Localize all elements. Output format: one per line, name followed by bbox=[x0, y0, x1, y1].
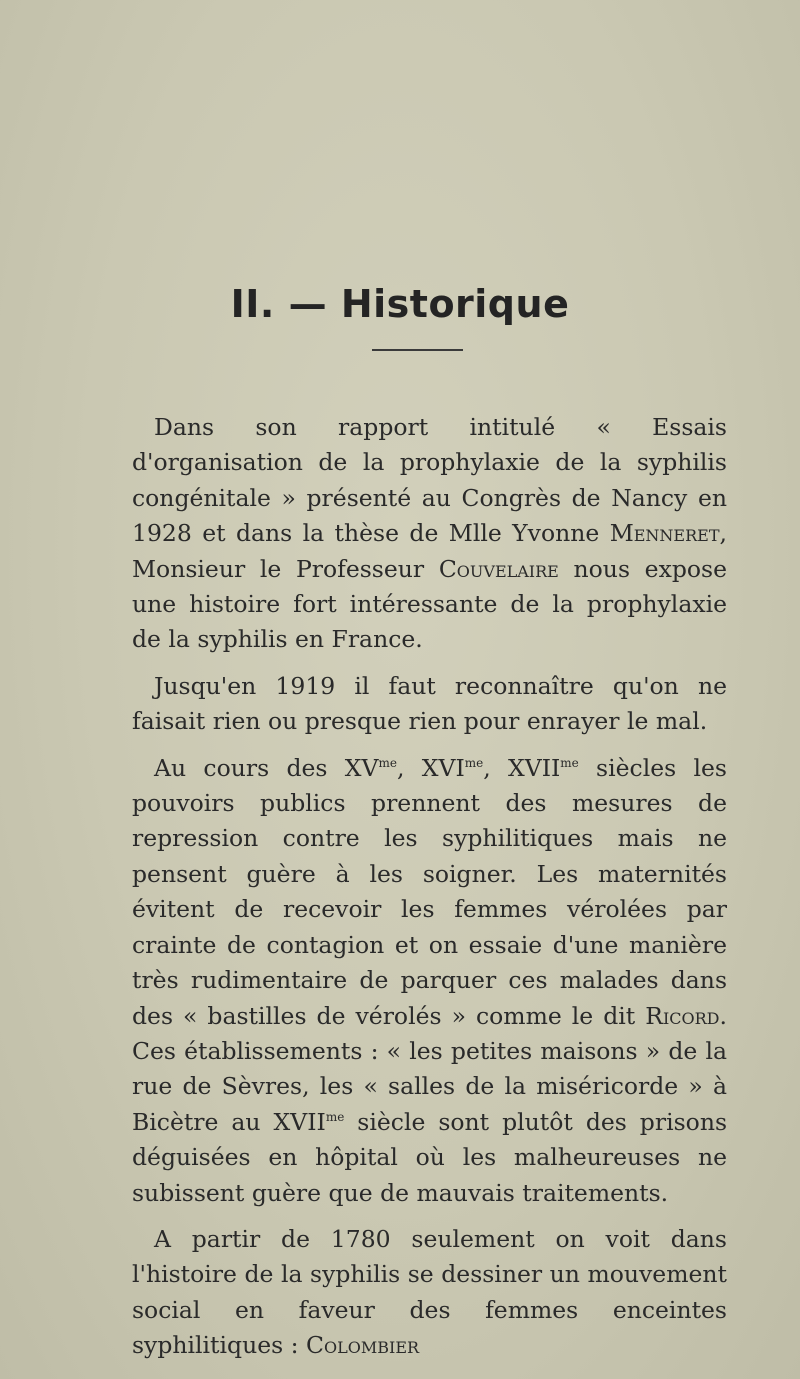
text-run: Dans son rapport intitulé « Essais d'organisation de la prophylaxie de la syphilis congénitale » présenté au Congrès de Nancy en 1928 et dans la thèse de Mlle Yvonne bbox=[132, 413, 727, 548]
section-heading: II. — Historique bbox=[230, 282, 570, 326]
text-run: . Ces établissements : « les petites maisons » de la rue de Sèvres, les « salles de la miséricorde » à Bicètre au XVII bbox=[132, 1001, 727, 1136]
ordinal-superscript: me bbox=[560, 755, 579, 770]
paragraph bbox=[132, 669, 727, 740]
paragraph bbox=[132, 410, 727, 658]
text-run: nous expose une histoire fort intéressante de la prophylaxie de la syphilis en France. bbox=[132, 554, 727, 654]
author-name: Colombier bbox=[306, 1331, 420, 1360]
author-name: Couvelaire bbox=[438, 554, 559, 583]
heading-rule bbox=[372, 349, 463, 351]
body-text bbox=[132, 410, 727, 1364]
paragraph bbox=[132, 1222, 727, 1364]
ordinal-superscript: me bbox=[325, 1109, 345, 1124]
text-run: Jusqu'en 1919 il faut reconnaître qu'on ne faisait rien ou presque rien pour enrayer le mal. bbox=[132, 671, 727, 736]
author-name: Ricord bbox=[645, 1001, 720, 1030]
ordinal-superscript: me bbox=[464, 755, 484, 770]
text-run: , XVII bbox=[483, 753, 561, 782]
ordinal-superscript: me bbox=[378, 755, 397, 770]
text-run: , Monsieur le Professeur bbox=[132, 519, 727, 583]
text-run: siècle sont plutôt des prisons déguisées en hôpital où les malheureuses ne subissent guère que de mauvais traitements. bbox=[132, 1107, 728, 1207]
paragraph bbox=[132, 751, 727, 1211]
text-run: A partir de 1780 seulement on voit dans l'histoire de la syphilis se dessiner un mouvement social en faveur des femmes enceintes syphilitiques : bbox=[132, 1224, 727, 1360]
text-run: siècles les pouvoirs publics prennent des mesures de repression contre les syphilitiques mais ne pensent guère à les soigner. Les maternités évitent de recevoir les femmes vérolées par crainte de contagion et on essaie d'une manière très rudimentaire de parquer ces malades dans des « bastilles de vérolés » comme le dit bbox=[132, 753, 727, 1030]
text-run: Au cours des XV bbox=[154, 753, 379, 782]
text-run: , XVI bbox=[396, 753, 465, 782]
author-name: Menneret bbox=[609, 519, 720, 548]
